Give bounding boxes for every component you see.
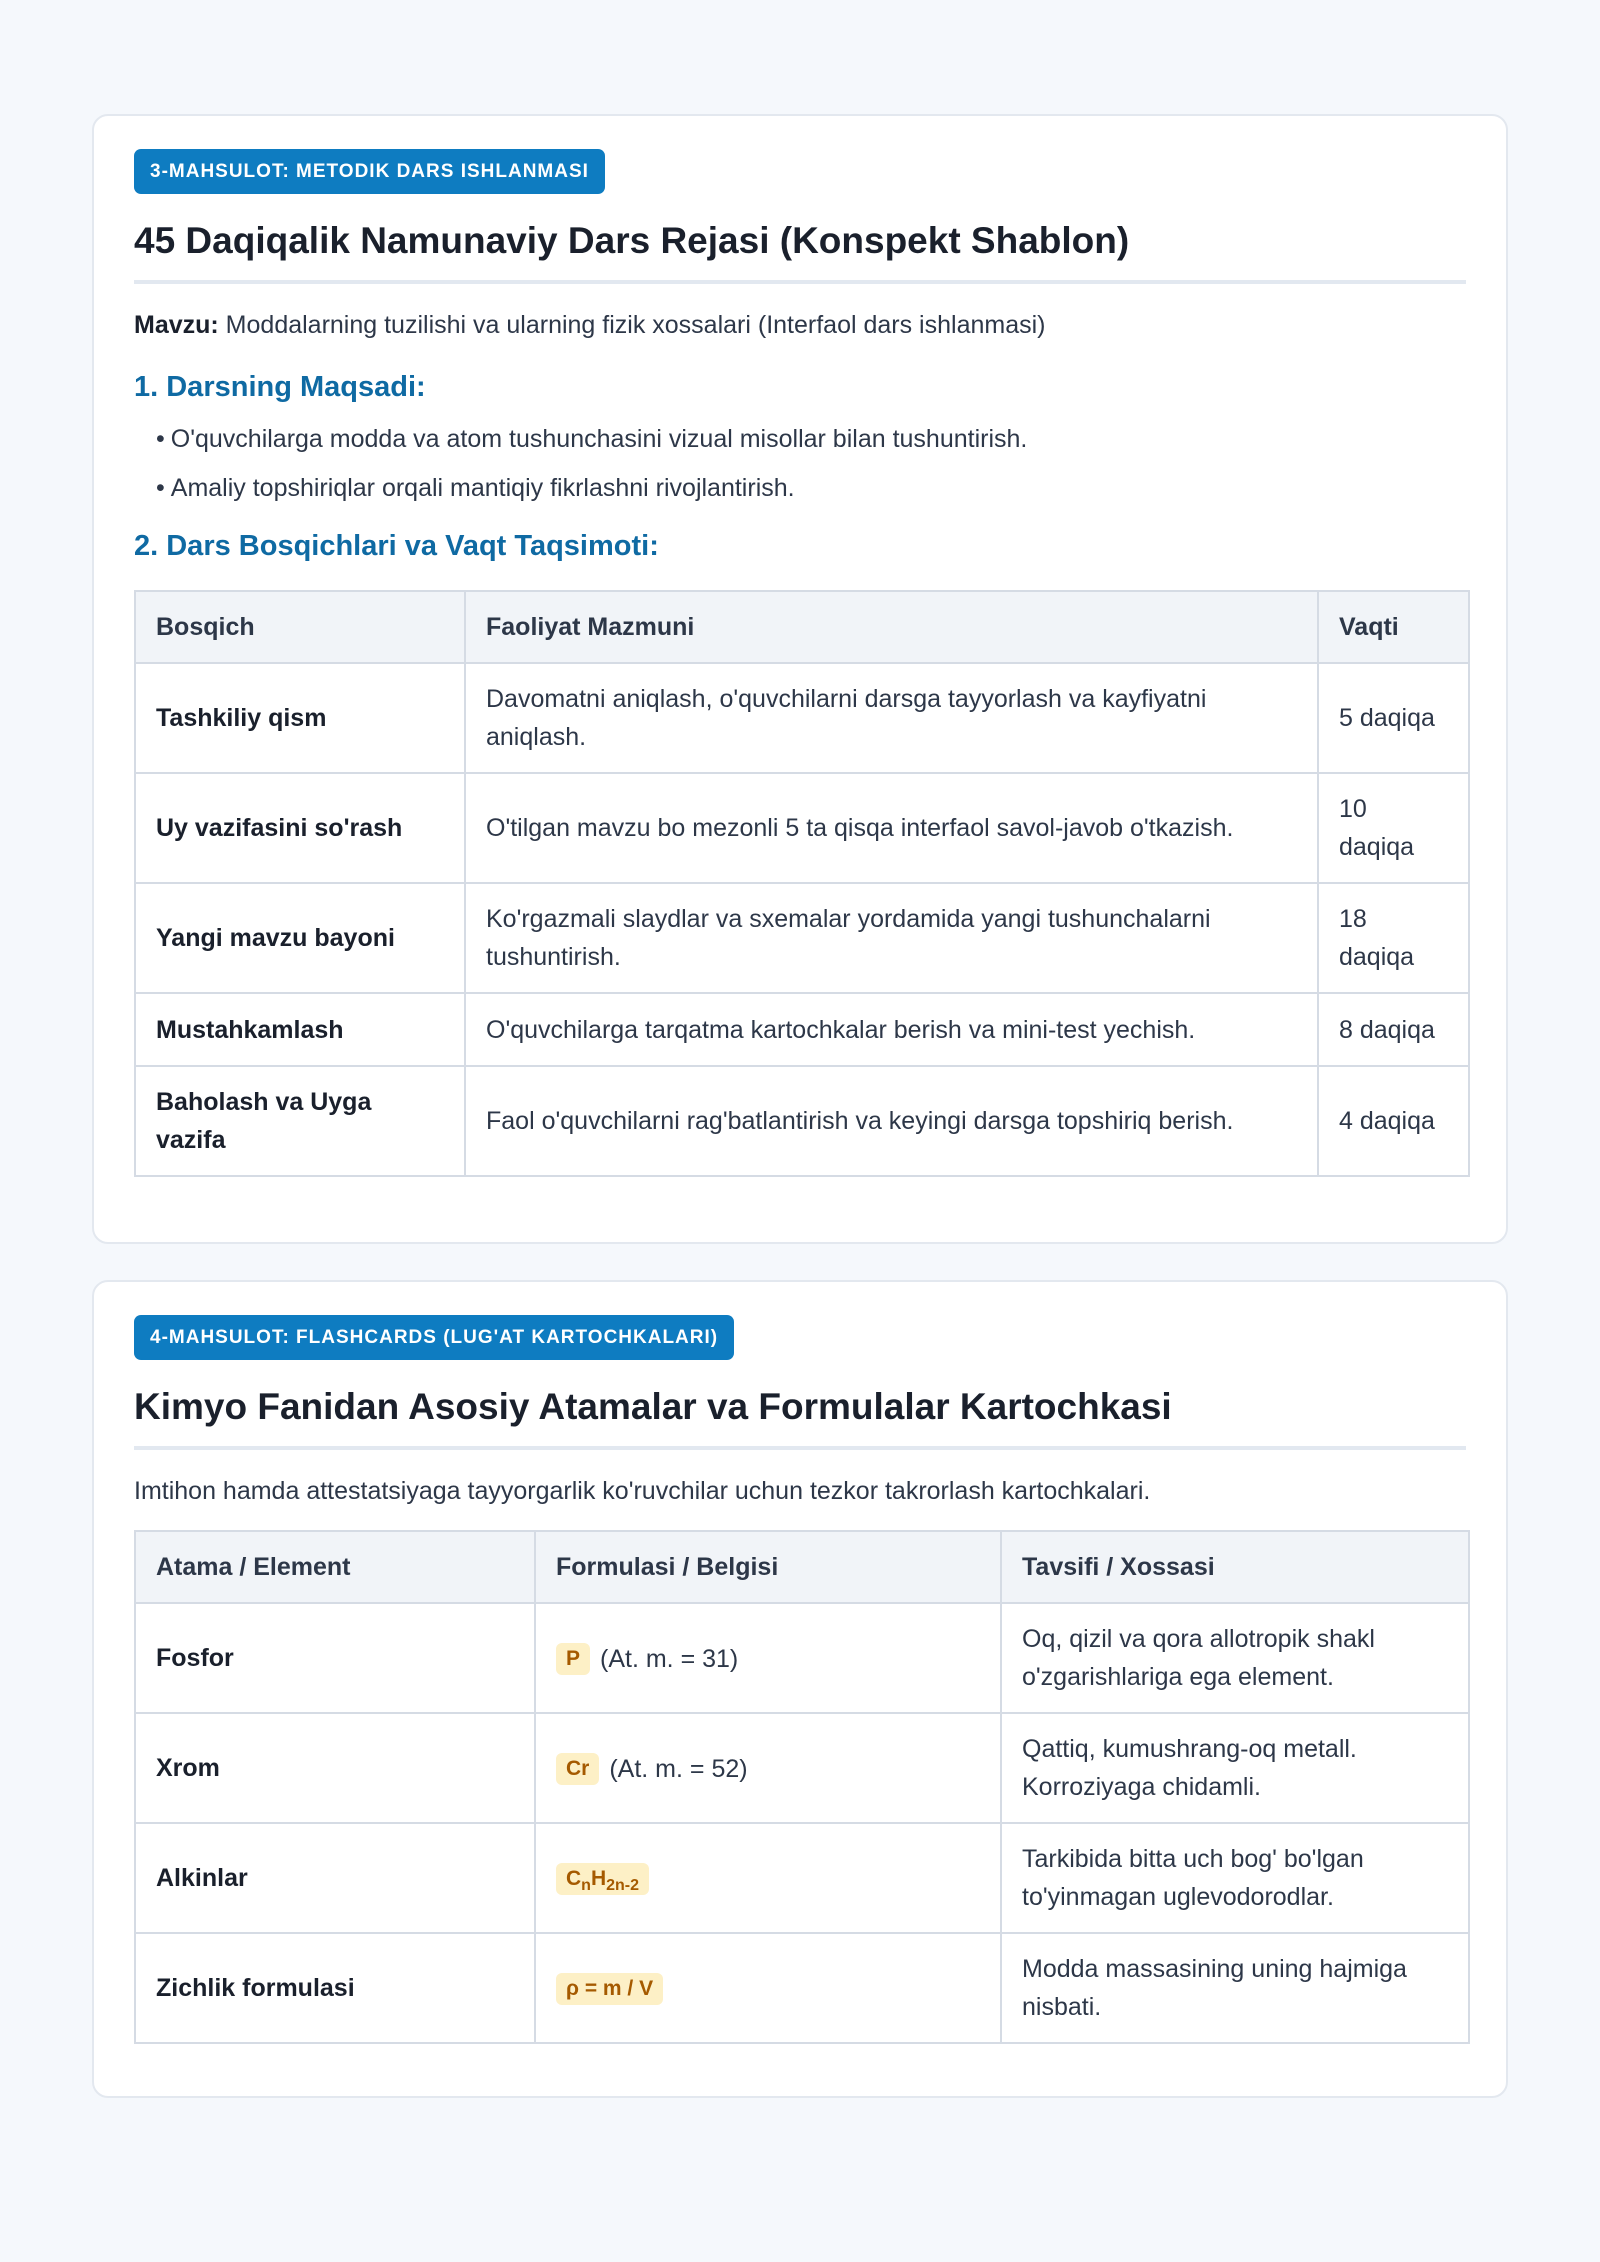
- lesson-plan-card: [92, 114, 1508, 1244]
- content-cell: O'tilgan mavzu bo mezonli 5 ta qisqa interfaol savol-javob o'tkazish.: [465, 773, 1318, 883]
- column-header: Vaqti: [1318, 591, 1469, 663]
- time-cell: 4 daqiqa: [1318, 1066, 1469, 1176]
- element-symbol-chip: P: [556, 1643, 590, 1675]
- lesson-topic: [134, 307, 1466, 343]
- formula-chip: $C_nH_{2n-2}$: [556, 1863, 649, 1895]
- topic-label: Mavzu:: [134, 311, 219, 339]
- description-cell: Qattiq, kumushrang-oq metall. Korroziyaga chidamli.: [1001, 1713, 1469, 1823]
- flashcards-intro: Imtihon hamda attestatsiyaga tayyorgarlik ko'ruvchilar uchun tezkor takrorlash kartochkalari.: [134, 1477, 1151, 1505]
- column-header: Tavsifi / Xossasi: [1001, 1531, 1469, 1603]
- content-cell: Davomatni aniqlash, o'quvchilarni darsga tayyorlash va kayfiyatni aniqlash.: [465, 663, 1318, 773]
- table-row: [135, 1713, 1469, 1823]
- formula-cell: [535, 1713, 1001, 1823]
- formula-chip: ρ = m / V: [556, 1973, 663, 2005]
- table-header-row: [135, 1531, 1469, 1603]
- lesson-plan-badge: 3-MAHSULOT: METODIK DARS ISHLANMASI: [134, 149, 605, 194]
- goal-item: • Amaliy topshiriqlar orqali mantiqiy fikrlashni rivojlantirish.: [156, 474, 795, 502]
- lesson-stages-table: [134, 590, 1470, 1177]
- table-header-row: [135, 591, 1469, 663]
- table-row: [135, 883, 1469, 993]
- time-cell: 18 daqiqa: [1318, 883, 1469, 993]
- time-cell: 8 daqiqa: [1318, 993, 1469, 1066]
- flashcards-card: [92, 1280, 1508, 2098]
- flashcards-title: Kimyo Fanidan Asosiy Atamalar va Formulalar Kartochkasi: [134, 1382, 1466, 1450]
- content-cell: Faol o'quvchilarni rag'batlantirish va keyingi darsga topshiriq berish.: [465, 1066, 1318, 1176]
- table-row: [135, 1603, 1469, 1713]
- description-cell: Oq, qizil va qora allotropik shakl o'zgarishlariga ega element.: [1001, 1603, 1469, 1713]
- term-cell: Alkinlar: [135, 1823, 535, 1933]
- flashcards-table: [134, 1530, 1470, 2044]
- table-row: [135, 1066, 1469, 1176]
- stage-cell: Baholash va Uyga vazifa: [135, 1066, 465, 1176]
- table-row: [135, 1933, 1469, 2043]
- description-cell: Modda massasining uning hajmiga nisbati.: [1001, 1933, 1469, 2043]
- term-cell: Fosfor: [135, 1603, 535, 1713]
- content-cell: Ko'rgazmali slaydlar va sxemalar yordamida yangi tushunchalarni tushuntirish.: [465, 883, 1318, 993]
- column-header: Bosqich: [135, 591, 465, 663]
- flashcards-badge: 4-MAHSULOT: FLASHCARDS (LUG'AT KARTOCHKALARI): [134, 1315, 734, 1360]
- goals-list: [134, 421, 1466, 506]
- time-cell: 5 daqiqa: [1318, 663, 1469, 773]
- topic-text: Moddalarning tuzilishi va ularning fizik xossalari (Interfaol dars ishlanmasi): [218, 311, 1046, 339]
- table-row: [135, 1823, 1469, 1933]
- term-cell: Zichlik formulasi: [135, 1933, 535, 2043]
- column-header: Faoliyat Mazmuni: [465, 591, 1318, 663]
- atomic-mass: (At. m. = 31): [600, 1644, 739, 1673]
- goals-heading: 1. Darsning Maqsadi:: [134, 371, 426, 403]
- time-cell: 10 daqiqa: [1318, 773, 1469, 883]
- term-cell: Xrom: [135, 1713, 535, 1823]
- stage-cell: Uy vazifasini so'rash: [135, 773, 465, 883]
- table-row: [135, 663, 1469, 773]
- content-cell: O'quvchilarga tarqatma kartochkalar berish va mini-test yechish.: [465, 993, 1318, 1066]
- goal-item: • O'quvchilarga modda va atom tushunchasini vizual misollar bilan tushuntirish.: [156, 425, 1028, 453]
- element-symbol-chip: Cr: [556, 1753, 599, 1785]
- description-cell: Tarkibida bitta uch bog' bo'lgan to'yinmagan uglevodorodlar.: [1001, 1823, 1469, 1933]
- formula-cell: [535, 1823, 1001, 1933]
- stage-cell: Mustahkamlash: [135, 993, 465, 1066]
- stages-heading: 2. Dars Bosqichlari va Vaqt Taqsimoti:: [134, 530, 659, 562]
- table-row: [135, 773, 1469, 883]
- atomic-mass: (At. m. = 52): [609, 1754, 748, 1783]
- stage-cell: Tashkiliy qism: [135, 663, 465, 773]
- column-header: Formulasi / Belgisi: [535, 1531, 1001, 1603]
- stage-cell: Yangi mavzu bayoni: [135, 883, 465, 993]
- formula-cell: [535, 1933, 1001, 2043]
- lesson-plan-title: 45 Daqiqalik Namunaviy Dars Rejasi (Konspekt Shablon): [134, 216, 1466, 284]
- table-row: [135, 993, 1469, 1066]
- column-header: Atama / Element: [135, 1531, 535, 1603]
- formula-cell: [535, 1603, 1001, 1713]
